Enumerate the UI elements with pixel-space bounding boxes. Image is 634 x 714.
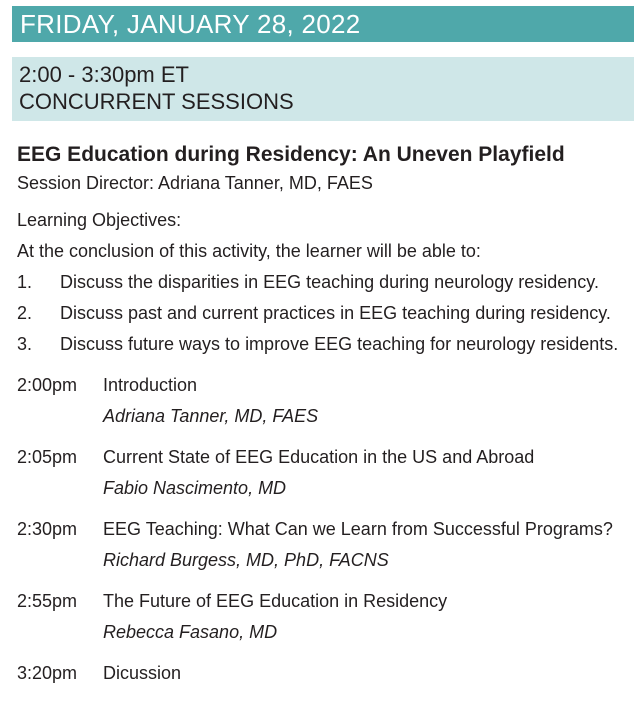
- agenda-speaker: Adriana Tanner, MD, FAES: [103, 406, 319, 426]
- agenda-title: EEG Teaching: What Can we Learn from Successful Programs?: [103, 519, 613, 539]
- session-time: 2:00 - 3:30pm ET: [19, 62, 189, 87]
- objective-item: [17, 298, 627, 329]
- session-content: [17, 140, 627, 699]
- objective-text: Discuss the disparities in EEG teaching during neurology residency.: [60, 272, 599, 292]
- objective-number: 2.: [17, 303, 33, 323]
- agenda-time: 2:00pm: [17, 375, 78, 395]
- objective-item: [17, 267, 627, 298]
- session-type: CONCURRENT SESSIONS: [19, 89, 294, 114]
- agenda-title: Dicussion: [103, 663, 182, 683]
- date-heading: FRIDAY, JANUARY 28, 2022: [20, 9, 361, 39]
- agenda-item: [17, 514, 627, 576]
- objectives-heading: Learning Objectives:: [17, 210, 182, 230]
- agenda-title: Introduction: [103, 375, 198, 395]
- objective-text: Discuss future ways to improve EEG teaching for neurology residents.: [60, 334, 619, 354]
- objective-number: 1.: [17, 272, 33, 292]
- agenda-item: [17, 658, 627, 689]
- session-banner: [12, 57, 634, 121]
- objective-text: Discuss past and current practices in EEG teaching during residency.: [60, 303, 611, 323]
- learning-objectives: [17, 205, 627, 360]
- agenda-speaker: Fabio Nascimento, MD: [103, 478, 287, 498]
- agenda-list: [17, 370, 627, 689]
- agenda-speaker: Richard Burgess, MD, PhD, FACNS: [103, 550, 389, 570]
- session-title: EEG Education during Residency: An Uneven Playfield: [17, 143, 565, 166]
- agenda-time: 2:30pm: [17, 519, 78, 539]
- agenda-title: Current State of EEG Education in the US and Abroad: [103, 447, 535, 467]
- agenda-item: [17, 586, 627, 648]
- agenda-time: 2:05pm: [17, 447, 78, 467]
- agenda-time: 2:55pm: [17, 591, 78, 611]
- objective-number: 3.: [17, 334, 33, 354]
- objectives-intro: At the conclusion of this activity, the learner will be able to:: [17, 241, 481, 261]
- agenda-title: The Future of EEG Education in Residency: [103, 591, 448, 611]
- agenda-item: [17, 442, 627, 504]
- date-banner: [12, 6, 634, 42]
- objective-item: [17, 329, 627, 360]
- agenda-speaker: Rebecca Fasano, MD: [103, 622, 278, 642]
- agenda-time: 3:20pm: [17, 663, 78, 683]
- session-director: Session Director: Adriana Tanner, MD, FAES: [17, 173, 373, 193]
- agenda-item: [17, 370, 627, 432]
